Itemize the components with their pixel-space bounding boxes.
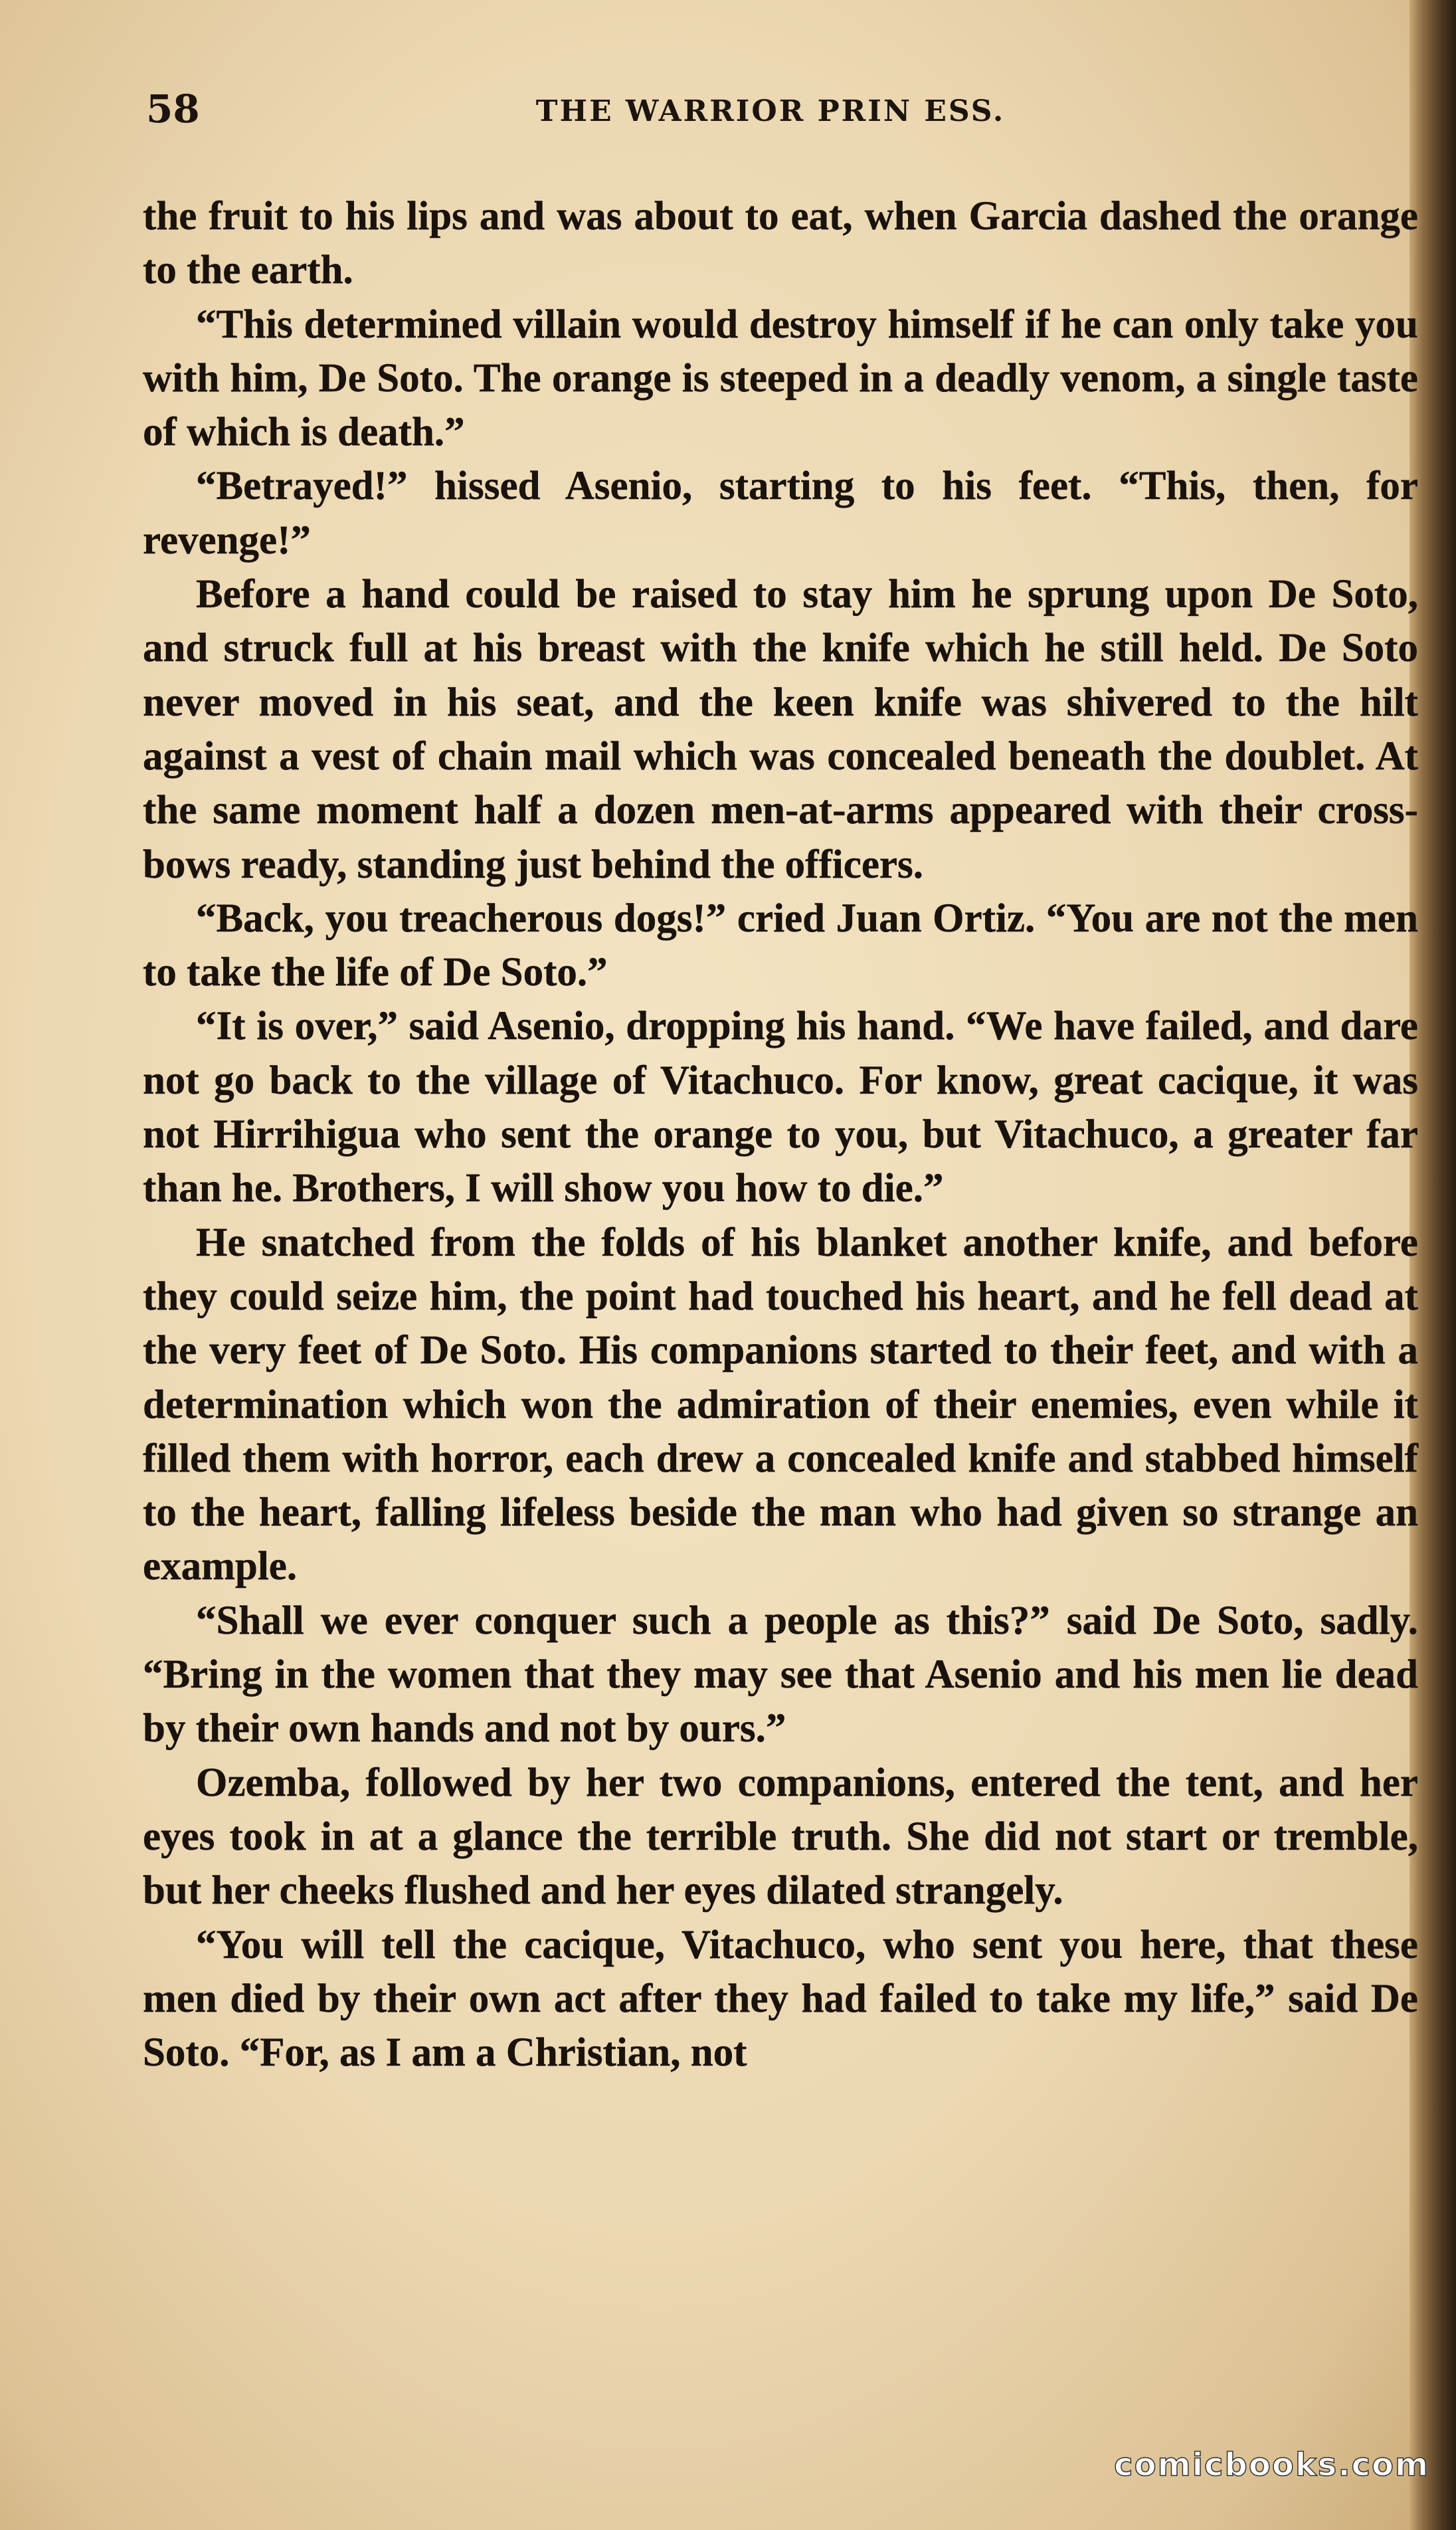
watermark: comicbooks.com: [1114, 2446, 1429, 2483]
body-text: [143, 189, 1418, 2080]
paragraph: “Betrayed!” hissed Asenio, starting to his feet. “This, then, for revenge!”: [143, 464, 1418, 563]
paragraph: Ozemba, followed by her two companions, entered the tent, and her eyes took in at a glance the terrible truth. She did not start or tremble, but her cheeks flushed and her eyes dilated strangely.: [143, 1760, 1418, 1913]
paragraph: “Back, you treacherous dogs!” cried Juan Ortiz. “You are not the men to take the life of De Soto.”: [143, 896, 1418, 995]
paragraph: “It is over,” said Asenio, dropping his hand. “We have failed, and dare not go back to the village of Vitachuco. For know, great cacique, it was not Hirrihigua who sent the orange to you, but Vitachuco, a greater far than he. Brothers, I will show you how to die.”: [143, 1004, 1418, 1211]
page-header: [133, 86, 1408, 146]
paragraph: He snatched from the folds of his blanket another knife, and before they could seize him, the point had touched his heart, and he fell dead at the very feet of De Soto. His companions started to their feet, and with a determination which won the admiration of their enemies, even while it filled them with horror, each drew a concealed knife and stabbed himself to the heart, falling lifeless beside the man who had given so strange an example.: [143, 1220, 1418, 1589]
paragraph: Before a hand could be raised to stay him he sprung upon De Soto, and struck full at his breast with the knife which he still held. De Soto never moved in his seat, and the keen knife was shivered to the hilt against a vest of chain mail which was concealed beneath the doublet. At the same moment half a dozen men-at-arms appeared with their cross-bows ready, standing just behind the officers.: [143, 572, 1418, 887]
paragraph: “You will tell the cacique, Vitachuco, who sent you here, that these men died by their own act after they had failed to take my life,” said De Soto. “For, as I am a Christian, not: [143, 1922, 1418, 2076]
page-number: 58: [146, 86, 200, 132]
paragraph: the fruit to his lips and was about to eat, when Garcia dashed the orange to the earth.: [143, 194, 1418, 293]
paragraph: “Shall we ever conquer such a people as this?” said De Soto, sadly. “Bring in the women that they may see that Asenio and his men lie dead by their own hands and not by ours.”: [143, 1598, 1418, 1751]
running-title: THE WARRIOR PRIN ESS.: [535, 94, 1006, 128]
paragraph: “This determined villain would destroy himself if he can only take you with him, De Soto. The orange is steeped in a deadly venom, a single taste of which is death.”: [143, 302, 1418, 455]
